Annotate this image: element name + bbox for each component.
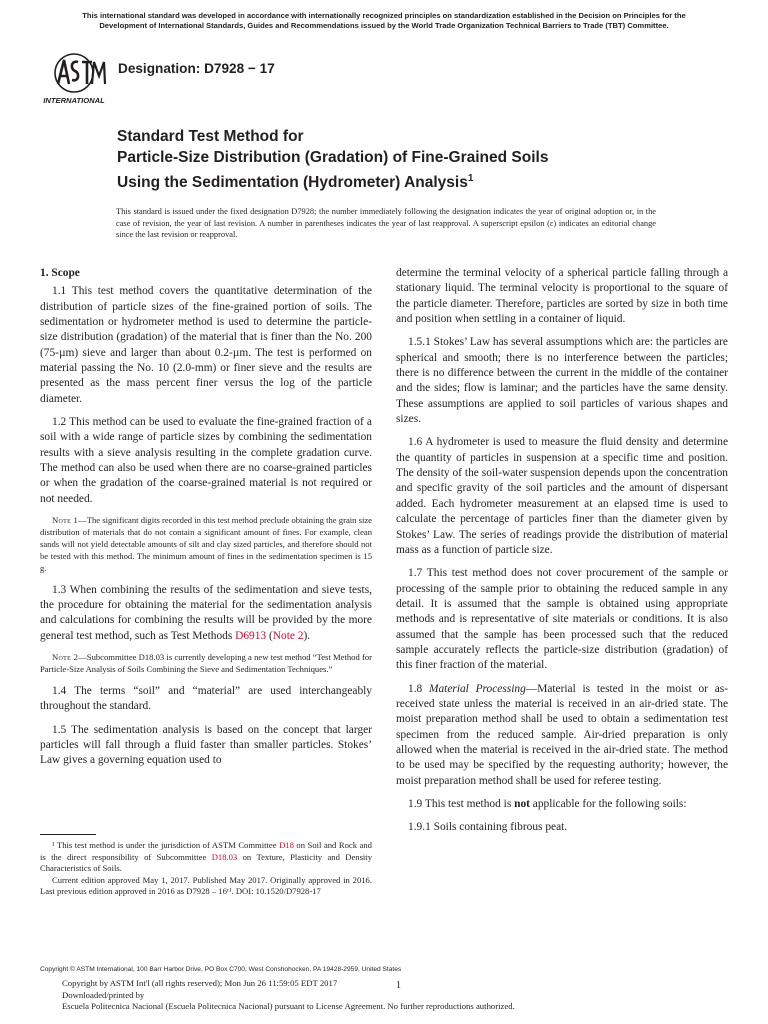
paragraph-1-8	[396, 682, 728, 789]
footnote-edition: Current edition approved May 1, 2017. Published May 2017. Originally approved in 2016. Last previous edition approved in 2016 as D7928 – 16ᵋ¹. DOI: 10.1520/D7928-17	[40, 874, 372, 897]
paragraph-1-9-text-b: applicable for the following soils:	[529, 798, 687, 810]
note-1-text: —The significant digits recorded in this test method preclude obtaining the grain size distribution of materials that do not contain a significant amount of fines. For example, clean sands will not yield detectable amounts of silt and clay sized particles, and therefore should not be tested with this method. The minimum amount of fines in the sedimentation specimen is 15 g.	[40, 515, 372, 573]
tbt-banner	[36, 11, 732, 32]
designation: Designation: D7928 − 17	[118, 61, 275, 76]
note-1	[40, 515, 372, 575]
note-2	[40, 652, 372, 676]
banner-line-2: Development of International Standards, Guides and Recommendations issued by the World Trade Organization Technical Barriers to Trade (TBT) Committee.	[99, 21, 669, 31]
astm-international-logo	[38, 50, 110, 108]
paragraph-1-5-continued: determine the terminal velocity of a spherical particle falling through a stationary liquid. The terminal velocity is proportional to the square of the particle diameter. Therefore, particles are sorted by size in both time and position when settling in a container of liquid.	[396, 267, 728, 326]
license-line-2: Downloaded/printed by	[62, 989, 145, 1000]
designation-intro: This standard is issued under the fixed designation D7928; the number immediately following the designation indicates the year of original adoption or, in the case of revision, the year of last revision. A number in parentheses indicates the year of last reapproval. A superscript epsilon (ε) indicates an editorial change since the last revision or reapproval.	[116, 207, 656, 240]
paragraph-1-8-text: —Material is tested in the moist or as-received state unless the material is received in an air-dried state. The moist preparation method shall be used to obtain a sedimentation test specimen from the reduced sample. Air-dried preparation is only allowed when the material is received in the air-dried state. The method to be used may be specified by the requesting authority; however, the moist preparation method shall be used for referee testing.	[396, 682, 729, 787]
license-line-1: Copyright by ASTM Int'l (all rights reserved); Mon Jun 26 11:59:05 EDT 2017	[62, 978, 338, 988]
page-number: 1	[396, 980, 401, 991]
logo-wordmark: INTERNATIONAL	[43, 96, 105, 105]
title-line-1: Standard Test Method for	[117, 128, 304, 145]
paragraph-1-5-1: 1.5.1 Stokes’ Law has several assumptions which are: the particles are spherical and smooth; there is no interference between the particles; there is no difference between the current in the middle of the container and the sides; flow is laminar; and the particles have the same density. These assumptions are applied to soil particles of various shapes and sizes.	[396, 336, 728, 426]
left-column	[40, 266, 372, 777]
footnote-1-text-c: on Texture, Plasticity and Density Characteristics of Soils.	[40, 851, 372, 874]
title-line-3	[117, 168, 737, 193]
paragraph-1-6: 1.6 A hydrometer is used to measure the fluid density and determine the quantity of particles in suspension at a specific time and position. The density of the soil-water suspension depends upon the concentration and specific gravity of the soil particles and the amount of dispersant added. Each hydrometer measurement at an elapsed time is used to calculate the percentage of particles finer than the diameter given by Stokes’ Law. The series of readings provide the distribution of material mass as a function of particle size.	[396, 436, 728, 556]
paragraph-1-8-title: Material Processing	[428, 682, 526, 695]
section-heading-scope: 1. Scope	[40, 267, 80, 279]
paragraph-1-1: 1.1 This test method covers the quantitative determination of the distribution of particle sizes of the fine-grained portion of soils. The sedimentation or hydrometer method is used to determine the particle-size distribution (gradation) of the material that is finer than the No. 200 (75-µm) sieve and larger than about 0.2-µm. The test is performed on material passing the No. 10 (2.0-mm) or finer sieve and the results are presented as the mass percent finer versus the log of the particle diameter.	[40, 285, 372, 405]
paragraph-1-7: 1.7 This test method does not cover procurement of the sample or processing of the sample prior to obtaining the reduced sample in any detail. It is assumed that the sample is obtained using appropriate methods and is representative of site materials or conditions. It is also assumed that the sample has been processed such that the reduced sample accurately reflects the particle-size distribution (gradation) of this finer fraction of the material.	[396, 567, 728, 672]
paragraph-1-9	[396, 797, 728, 812]
title-footnote-mark: 1	[467, 173, 474, 184]
document-title	[117, 126, 737, 193]
paragraph-1-9-emphasis: not	[514, 798, 530, 810]
d18-link[interactable]: D18	[279, 840, 294, 850]
paragraph-1-3-text: 1.3 When combining the results of the sedimentation and sieve tests, the procedure for obtaining the material for the sedimentation analysis and calculations for combining the results will be provided by the more general test method, such as Test Methods	[40, 583, 372, 642]
paragraph-1-9-text: 1.9 This test method is	[408, 798, 515, 810]
paragraph-1-3-close: ).	[303, 629, 311, 642]
note-2-label: Note 2	[52, 652, 79, 663]
d6913-link[interactable]: D6913	[235, 629, 267, 642]
footnote-1-text-b: on Soil and Rock and is the direct responsibility of Subcommittee	[40, 840, 372, 862]
d18-03-link[interactable]: D18.03	[211, 851, 238, 862]
footnote-rule	[40, 834, 96, 835]
astm-logo-icon	[38, 50, 110, 108]
note-2-link[interactable]: Note 2	[272, 629, 304, 642]
right-column	[396, 266, 728, 844]
note-1-label: Note 1	[52, 515, 79, 526]
paragraph-1-4: 1.4 The terms “soil” and “material” are used interchangeably throughout the standard.	[40, 684, 372, 713]
note-2-text: —Subcommittee D18.03 is currently developing a new test method “Test Method for Particle-Size Analysis of Soils Combining the Sieve and Sedimentation Techniques.”	[40, 652, 372, 674]
footnote-block	[40, 840, 372, 898]
paragraph-1-5: 1.5 The sedimentation analysis is based on the concept that larger particles will fall through a fluid faster than smaller particles. Stokes’ Law gives a governing equation used to	[40, 723, 372, 767]
license-block	[62, 978, 722, 1013]
banner-line-1: This international standard was developed in accordance with internationally recognized principles on standardization established in the Decision on Principles for the	[82, 11, 686, 20]
paragraph-1-2: 1.2 This method can be used to evaluate the fine-grained fraction of a soil with a wide range of particle sizes by combining the sedimentation results with a sieve analysis resulting in the complete gradation curve. The method can also be used when there are no coarse-grained particles or when the gradation of the coarse-grained material is not required or not needed.	[40, 416, 372, 505]
footnote-1-text: ¹ This test method is under the jurisdiction of ASTM Committee	[52, 840, 280, 850]
footnote-1	[40, 840, 372, 875]
paragraph-1-3	[40, 583, 372, 644]
title-line-3-text: Using the Sedimentation (Hydrometer) Analysis	[117, 174, 468, 192]
license-line-3: Escuela Politecnica Nacional (Escuela Politecnica Nacional) pursuant to License Agreement. No further reproductions authorized.	[62, 1001, 515, 1012]
paragraph-1-3-open-paren: (	[266, 629, 273, 642]
paragraph-1-9-1: 1.9.1 Soils containing fibrous peat.	[408, 821, 568, 834]
title-line-2: Particle-Size Distribution (Gradation) of Fine-Grained Soils	[117, 149, 549, 166]
copyright-line: Copyright © ASTM International, 100 Barr Harbor Drive, PO Box C700, West Conshohocken, PA 19428-2959. United States	[40, 966, 402, 973]
paragraph-1-8-number: 1.8	[408, 682, 429, 695]
